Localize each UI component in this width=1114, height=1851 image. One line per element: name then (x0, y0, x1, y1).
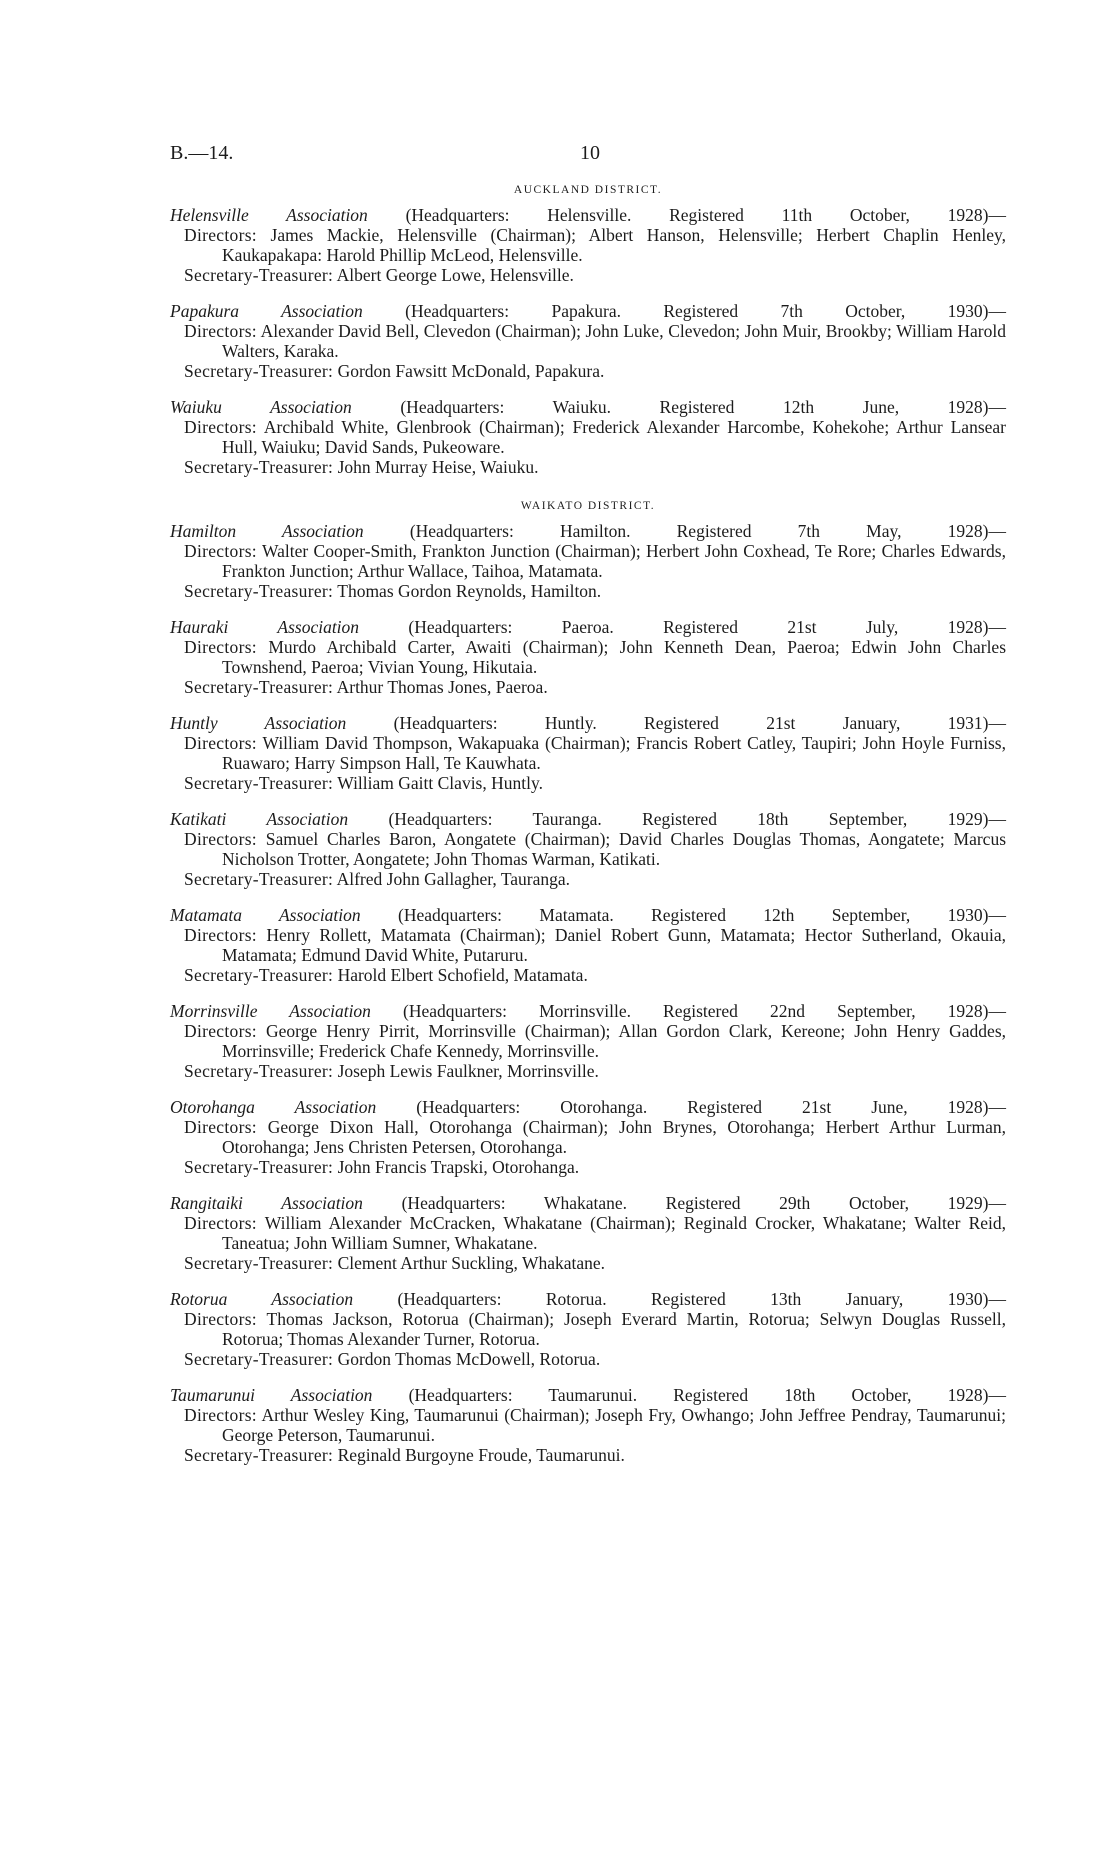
secretary-label: Secretary-Treasurer: (184, 773, 334, 793)
directors-label: Directors: (184, 829, 257, 849)
association-entry (170, 617, 1006, 697)
directors-list (170, 1117, 1006, 1157)
directors-label: Directors: (184, 1213, 257, 1233)
directors-label: Directors: (184, 637, 257, 657)
secretary-name: John Francis Trapski, Otorohanga. (337, 1157, 580, 1177)
directors-label: Directors: (184, 1309, 257, 1329)
directors-list (170, 637, 1006, 677)
secretary-name: Alfred John Gallagher, Tauranga. (336, 869, 571, 889)
secretary-treasurer (170, 1157, 1006, 1177)
association-details: (Headquarters: Paeroa. Registered 21st July, 1928)— (408, 617, 1006, 637)
directors-label: Directors: (184, 1405, 257, 1425)
association-details: (Headquarters: Rotorua. Registered 13th January, 1930)— (397, 1289, 1006, 1309)
association-entry (170, 713, 1006, 793)
directors-label: Directors: (184, 733, 257, 753)
secretary-name: Joseph Lewis Faulkner, Morrinsville. (337, 1061, 599, 1081)
secretary-label: Secretary-Treasurer: (184, 677, 334, 697)
directors-label: Directors: (184, 321, 257, 341)
directors-list (170, 1213, 1006, 1253)
secretary-label: Secretary-Treasurer: (184, 1349, 334, 1369)
association-name: Hamilton Association (170, 521, 364, 541)
association-details: (Headquarters: Huntly. Registered 21st January, 1931)— (393, 713, 1006, 733)
association-name: Rotorua Association (170, 1289, 354, 1309)
secretary-name: Albert George Lowe, Helensville. (336, 265, 574, 285)
association-entry (170, 301, 1006, 381)
secretary-treasurer (170, 965, 1006, 985)
association-details: (Headquarters: Tauranga. Registered 18th September, 1929)— (388, 809, 1006, 829)
secretary-label: Secretary-Treasurer: (184, 457, 334, 477)
secretary-treasurer (170, 1253, 1006, 1273)
secretary-label: Secretary-Treasurer: (184, 1445, 334, 1465)
secretary-name: William Gaitt Clavis, Huntly. (337, 773, 543, 793)
directors-names: William Alexander McCracken, Whakatane (Chairman); Reginald Crocker, Whakatane; Walter Reid, Taneatua; John William Sumner, Whakatane. (222, 1213, 1006, 1253)
directors-names: James Mackie, Helensville (Chairman); Albert Hanson, Helensville; Herbert Chaplin Henley, Kaukapakapa: Harold Phillip McLeod, Helensville. (222, 225, 1006, 265)
secretary-treasurer (170, 361, 1006, 381)
directors-names: Thomas Jackson, Rotorua (Chairman); Joseph Everard Martin, Rotorua; Selwyn Douglas Russell, Rotorua; Thomas Alexander Turner, Rotorua. (222, 1309, 1006, 1349)
association-heading (170, 1193, 1006, 1213)
secretary-label: Secretary-Treasurer: (184, 1061, 334, 1081)
directors-names: Arthur Wesley King, Taumarunui (Chairman); Joseph Fry, Owhango; John Jeffree Pendray, Taumarunui; George Peterson, Taumarunui. (222, 1405, 1006, 1445)
association-details: (Headquarters: Papakura. Registered 7th October, 1930)— (405, 301, 1007, 321)
association-entry (170, 1001, 1006, 1081)
secretary-treasurer (170, 457, 1006, 477)
directors-list (170, 541, 1006, 581)
association-details: (Headquarters: Whakatane. Registered 29th October, 1929)— (401, 1193, 1007, 1213)
directors-names: Archibald White, Glenbrook (Chairman); Frederick Alexander Harcombe, Kohekohe; Arthur Lansear Hull, Waiuku; David Sands, Pukeoware. (222, 417, 1006, 457)
directors-names: George Henry Pirrit, Morrinsville (Chairman); Allan Gordon Clark, Kereone; John Henry Gaddes, Morrinsville; Frederick Chafe Kennedy, Morrinsville. (222, 1021, 1007, 1061)
directors-names: Murdo Archibald Carter, Awaiti (Chairman); John Kenneth Dean, Paeroa; Edwin John Charles Townshend, Paeroa; Vivian Young, Hikutaia. (222, 637, 1007, 677)
secretary-name: Thomas Gordon Reynolds, Hamilton. (337, 581, 602, 601)
directors-label: Directors: (184, 1117, 257, 1137)
directors-list (170, 1021, 1006, 1061)
association-name: Katikati Association (170, 809, 349, 829)
directors-list (170, 417, 1006, 457)
secretary-treasurer (170, 773, 1006, 793)
directors-list (170, 733, 1006, 773)
association-name: Rangitaiki Association (170, 1193, 363, 1213)
association-heading (170, 521, 1006, 541)
association-heading (170, 809, 1006, 829)
secretary-label: Secretary-Treasurer: (184, 1253, 334, 1273)
directors-label: Directors: (184, 225, 257, 245)
directors-label: Directors: (184, 925, 257, 945)
document-body (170, 183, 1006, 1481)
directors-list (170, 225, 1006, 265)
district-auckland (170, 205, 1006, 477)
association-name: Waiuku Association (170, 397, 352, 417)
district-heading: AUCKLAND DISTRICT. (513, 184, 663, 196)
secretary-treasurer (170, 1061, 1006, 1081)
directors-list (170, 1405, 1006, 1445)
association-entry (170, 1385, 1006, 1465)
secretary-label: Secretary-Treasurer: (184, 965, 334, 985)
directors-names: William David Thompson, Wakapuaka (Chairman); Francis Robert Catley, Taupiri; John Hoyle Furniss, Ruawaro; Harry Simpson Hall, Te Kauwhata. (222, 733, 1006, 773)
association-name: Helensville Association (170, 205, 368, 225)
directors-list (170, 829, 1006, 869)
association-name: Papakura Association (170, 301, 363, 321)
association-entry (170, 1289, 1006, 1369)
association-entry (170, 1193, 1006, 1273)
association-details: (Headquarters: Waiuku. Registered 12th June, 1928)— (400, 397, 1006, 417)
association-heading (170, 617, 1006, 637)
secretary-label: Secretary-Treasurer: (184, 265, 334, 285)
district-waikato (170, 521, 1006, 1465)
association-heading (170, 397, 1006, 417)
directors-list (170, 321, 1006, 361)
association-details: (Headquarters: Morrinsville. Registered 22nd September, 1928)— (403, 1001, 1006, 1021)
association-name: Otorohanga Association (170, 1097, 377, 1117)
secretary-name: Reginald Burgoyne Froude, Taumarunui. (337, 1445, 625, 1465)
secretary-treasurer (170, 1349, 1006, 1369)
association-heading (170, 1001, 1006, 1021)
association-name: Morrinsville Association (170, 1001, 371, 1021)
directors-list (170, 1309, 1006, 1349)
directors-names: Samuel Charles Baron, Aongatete (Chairman); David Charles Douglas Thomas, Aongatete; Marcus Nicholson Trotter, Aongatete; John Thomas Warman, Katikati. (222, 829, 1006, 869)
district-heading: WAIKATO DISTRICT. (520, 500, 656, 512)
association-name: Hauraki Association (170, 617, 360, 637)
secretary-name: Clement Arthur Suckling, Whakatane. (337, 1253, 606, 1273)
directors-names: Alexander David Bell, Clevedon (Chairman); John Luke, Clevedon; John Muir, Brookby; William Harold Walters, Karaka. (222, 321, 1007, 361)
directors-label: Directors: (184, 417, 257, 437)
association-details: (Headquarters: Matamata. Registered 12th September, 1930)— (398, 905, 1007, 925)
association-details: (Headquarters: Otorohanga. Registered 21st June, 1928)— (416, 1097, 1006, 1117)
association-name: Taumarunui Association (170, 1385, 373, 1405)
association-entry (170, 521, 1006, 601)
secretary-label: Secretary-Treasurer: (184, 869, 334, 889)
association-heading (170, 1385, 1006, 1405)
secretary-treasurer (170, 265, 1006, 285)
association-details: (Headquarters: Hamilton. Registered 7th May, 1928)— (409, 521, 1007, 541)
directors-label: Directors: (184, 541, 257, 561)
secretary-name: John Murray Heise, Waiuku. (337, 457, 539, 477)
directors-names: Walter Cooper-Smith, Frankton Junction (Chairman); Herbert John Coxhead, Te Rore; Charles Edwards, Frankton Junction; Arthur Wallace, Taihoa, Matamata. (222, 541, 1006, 581)
secretary-name: Gordon Fawsitt McDonald, Papakura. (337, 361, 605, 381)
secretary-label: Secretary-Treasurer: (184, 361, 334, 381)
association-entry (170, 905, 1006, 985)
secretary-treasurer (170, 677, 1006, 697)
secretary-label: Secretary-Treasurer: (184, 581, 334, 601)
association-details: (Headquarters: Taumarunui. Registered 18th October, 1928)— (408, 1385, 1006, 1405)
directors-names: Henry Rollett, Matamata (Chairman); Daniel Robert Gunn, Matamata; Hector Sutherland, Okauia, Matamata; Edmund David White, Putaruru. (222, 925, 1007, 965)
association-heading (170, 905, 1006, 925)
secretary-name: Harold Elbert Schofield, Matamata. (337, 965, 588, 985)
association-name: Huntly Association (170, 713, 347, 733)
page-header (170, 142, 950, 172)
secretary-name: Arthur Thomas Jones, Paeroa. (336, 677, 548, 697)
secretary-treasurer (170, 1445, 1006, 1465)
association-entry (170, 397, 1006, 477)
secretary-label: Secretary-Treasurer: (184, 1157, 334, 1177)
association-name: Matamata Association (170, 905, 361, 925)
association-entry (170, 205, 1006, 285)
directors-names: George Dixon Hall, Otorohanga (Chairman); John Brynes, Otorohanga; Herbert Arthur Lurman, Otorohanga; Jens Christen Petersen, Otorohanga. (222, 1117, 1006, 1157)
secretary-treasurer (170, 869, 1006, 889)
association-details: (Headquarters: Helensville. Registered 11th October, 1928)— (405, 205, 1006, 225)
association-heading (170, 713, 1006, 733)
association-heading (170, 1289, 1006, 1309)
association-heading (170, 301, 1006, 321)
secretary-treasurer (170, 581, 1006, 601)
secretary-name: Gordon Thomas McDowell, Rotorua. (337, 1349, 601, 1369)
directors-list (170, 925, 1006, 965)
association-heading (170, 1097, 1006, 1117)
directors-label: Directors: (184, 1021, 257, 1041)
document-reference: B.—14. (170, 142, 234, 164)
association-entry (170, 809, 1006, 889)
association-heading (170, 205, 1006, 225)
page-number: 10 (580, 142, 600, 164)
association-entry (170, 1097, 1006, 1177)
